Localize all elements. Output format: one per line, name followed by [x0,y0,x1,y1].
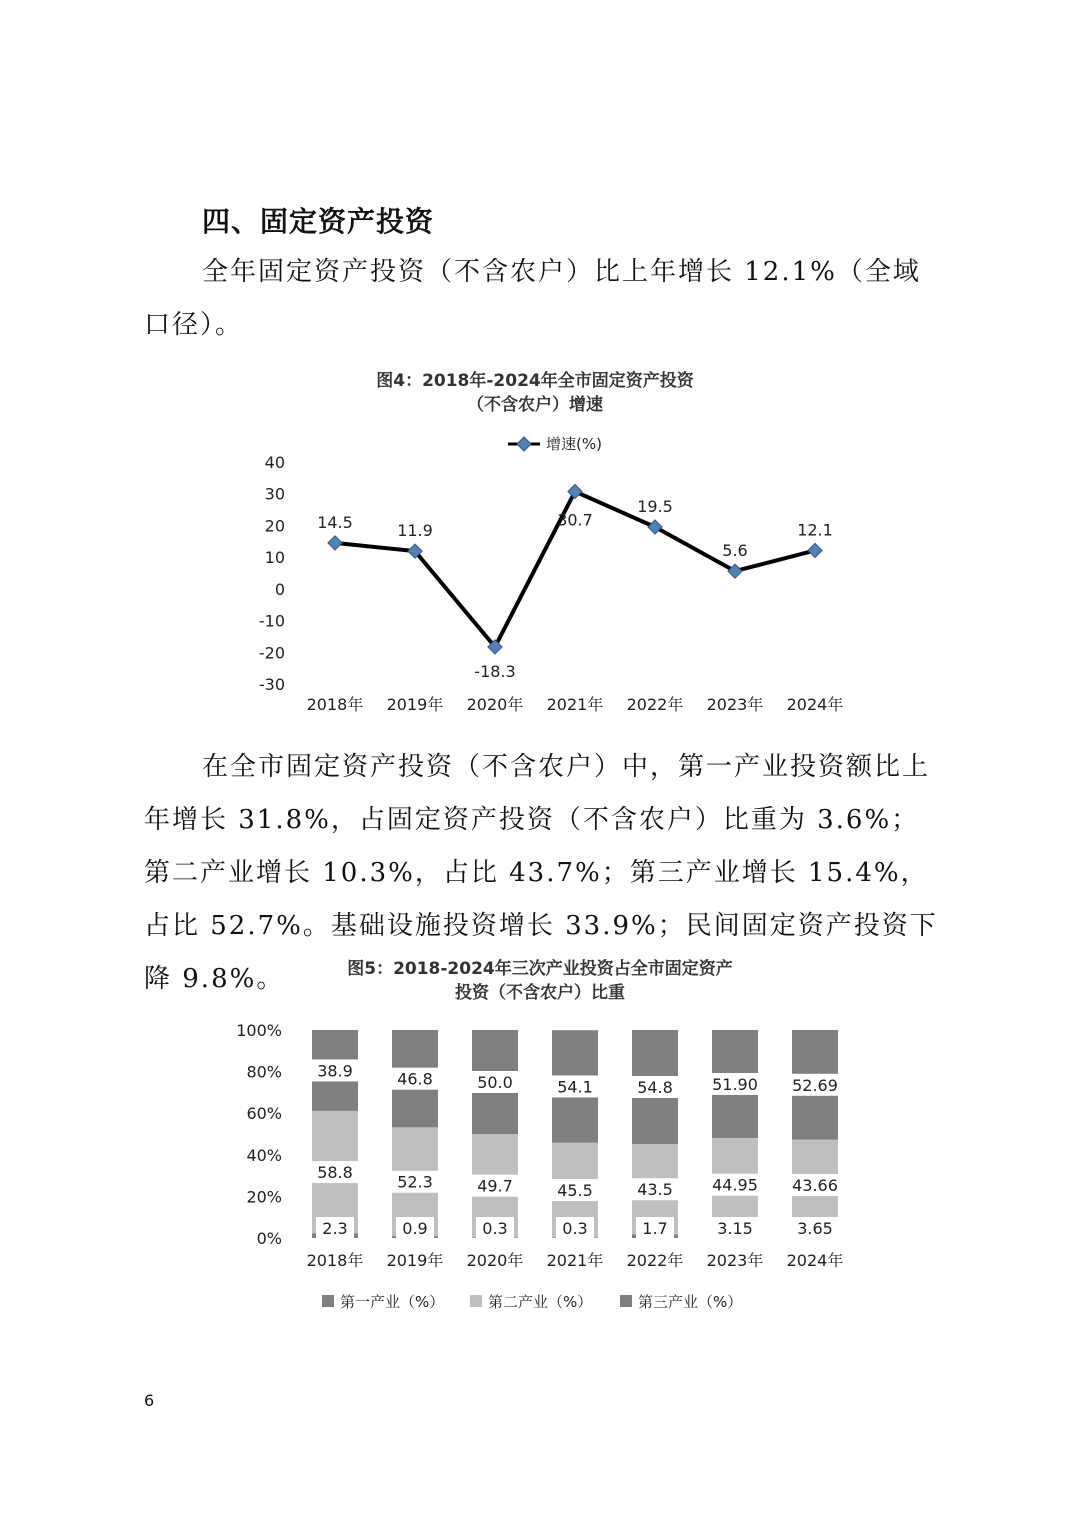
y-tick-label: -10 [258,611,285,631]
legend-swatch [470,1295,482,1307]
legend-swatch [322,1295,334,1307]
data-label: 0.3 [482,1219,508,1238]
data-point [808,543,822,557]
chart4-title-line1: 图4：2018年-2024年全市固定资产投资 [376,371,694,391]
legend-swatch [620,1295,632,1307]
data-label: 1.7 [642,1219,668,1238]
chart4-title-line2: （不含农户）增速 [467,395,603,415]
data-label: 45.5 [557,1181,593,1201]
y-tick-label: -30 [258,675,285,694]
y-tick-label: 20 [264,516,285,536]
x-tick-label: 2019年 [386,1251,444,1270]
x-tick-label: 2018年 [306,695,364,714]
y-tick-label: 30 [264,484,285,504]
x-tick-label: 2019年 [386,695,444,714]
data-label: 0.3 [562,1219,588,1238]
data-label: 5.6 [722,541,748,561]
y-tick-label: 0 [274,579,285,599]
chart4-line-chart [0,420,1074,750]
chart4-title [300,369,770,417]
data-label: 3.15 [717,1219,753,1238]
data-label: -18.3 [474,661,516,681]
y-tick-label: 0% [256,1229,282,1248]
x-tick-label: 2022年 [626,695,684,714]
x-tick-label: 2022年 [626,1251,684,1270]
data-label: 44.95 [712,1175,758,1195]
x-tick-label: 2024年 [786,695,844,714]
paragraph-industry-structure: 在全市固定资产投资（不含农户）中，第一产业投资额比上年增长 31.8%，占固定资产投资（不含农户）比重为 3.6%；第二产业增长 10.3%，占比 43.7%；第三产业增长 15.4%，占比 52.7%。基础设施投资增长 33.9%；民间固定资产投资下降 9.8%。 [144,752,938,994]
page-number: 6 [144,1391,155,1410]
data-point [328,536,342,550]
y-tick-label: 40 [264,453,285,472]
x-tick-label: 2024年 [786,1251,844,1270]
data-label: 12.1 [797,520,833,540]
chart5-title [280,957,800,1005]
data-label: 46.8 [397,1069,433,1089]
data-label: 49.7 [477,1176,513,1196]
y-tick-label: 100% [236,1021,282,1040]
data-label: 51.90 [712,1074,758,1094]
x-tick-label: 2023年 [706,695,764,714]
data-label: 58.8 [317,1163,353,1183]
chart5-title-line2: 投资（不含农户）比重 [455,983,625,1003]
y-tick-label: 60% [246,1104,282,1124]
legend-label: 第三产业（%） [638,1293,743,1311]
x-tick-label: 2021年 [546,695,604,714]
data-label: 14.5 [317,512,353,532]
x-tick-label: 2020年 [466,695,524,714]
x-tick-label: 2020年 [466,1251,524,1270]
y-tick-label: 10 [264,548,285,568]
y-tick-label: 40% [246,1145,282,1165]
legend-marker-swatch [517,437,531,451]
data-label: 43.66 [792,1176,838,1196]
x-tick-label: 2021年 [546,1251,604,1270]
data-label: 52.69 [792,1075,838,1095]
data-label: 52.3 [397,1172,433,1192]
data-label: 43.5 [637,1180,673,1200]
section-heading: 四、固定资产投资 [202,205,435,238]
y-tick-label: -20 [258,643,285,663]
chart5-stacked-bar-chart [0,1010,1074,1330]
data-label: 0.9 [402,1219,428,1238]
data-label: 3.65 [797,1219,833,1238]
data-label: 30.7 [557,510,593,530]
data-label: 2.3 [322,1219,348,1238]
legend-label: 第一产业（%） [340,1293,445,1311]
y-tick-label: 80% [246,1062,282,1082]
data-point [568,484,582,498]
paragraph-investment-growth: 全年固定资产投资（不含农户）比上年增长 12.1%（全域口径）。 [144,257,921,340]
legend-label: 增速(%) [546,435,602,453]
x-tick-label: 2018年 [306,1251,364,1270]
data-label: 11.9 [397,521,433,541]
chart5-title-line1: 图5：2018-2024年三次产业投资占全市固定资产 [347,959,733,979]
y-tick-label: 20% [246,1187,282,1207]
data-label: 54.1 [557,1077,593,1097]
data-label: 50.0 [477,1073,513,1092]
data-label: 54.8 [637,1077,673,1097]
x-tick-label: 2023年 [706,1251,764,1270]
data-label: 19.5 [637,497,673,517]
data-label: 38.9 [317,1061,353,1081]
legend-label: 第二产业（%） [488,1293,593,1311]
